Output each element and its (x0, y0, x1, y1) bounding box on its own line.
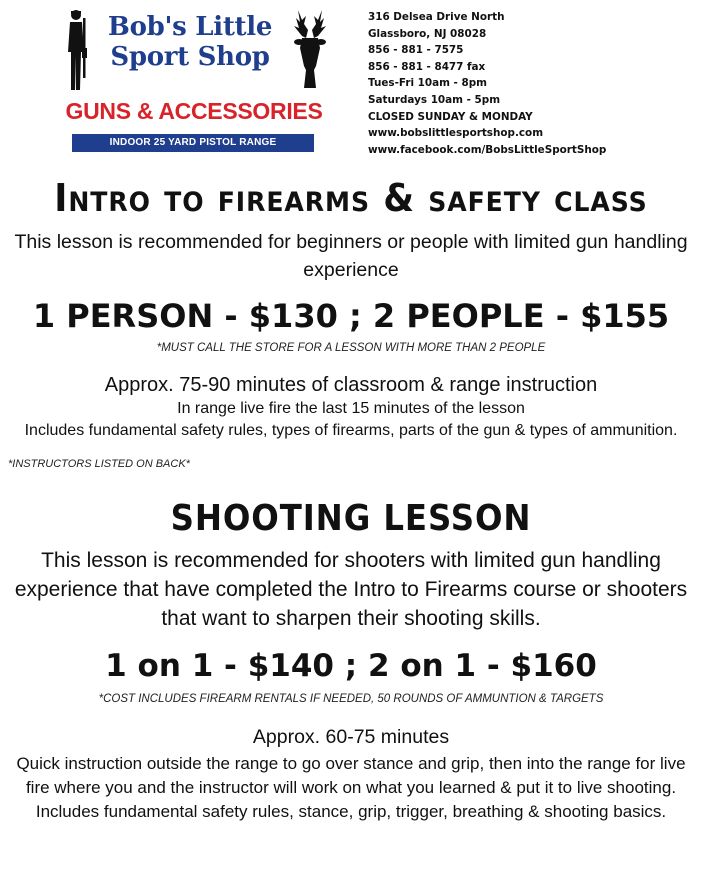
soldier-silhouette-icon (64, 8, 90, 94)
shooting-lesson-title: SHOOTING LESSON (170, 498, 532, 539)
fax-number: 856 - 881 - 8477 fax (368, 60, 486, 73)
intro-duration: Approx. 75-90 minutes of classroom & range instruction (104, 374, 598, 396)
shop-tagline: GUNS & ACCESSORIES (65, 98, 323, 124)
shooting-detail-includes: Includes fundamental safety rules, stance, grip, trigger, breathing & shooting basics. (35, 802, 667, 821)
shop-name (90, 12, 290, 72)
intro-detail-includes: Includes fundamental safety rules, types of firearms, parts of the gun & types of ammunition. (24, 422, 678, 439)
address-line2: Glassboro, NJ 08028 (368, 27, 487, 40)
shop-name-line2: Sport Shop (110, 42, 270, 72)
intro-description: This lesson is recommended for beginners or people with limited gun handling experience (14, 231, 688, 281)
shooting-duration: Approx. 60-75 minutes (252, 726, 450, 748)
shooting-details (0, 752, 702, 824)
intro-price-note: *MUST CALL THE STORE FOR A LESSON WITH MORE THAN 2 PEOPLE (156, 342, 546, 354)
shop-name-line1: Bob's Little (107, 12, 273, 42)
website-link[interactable]: www.bobslittlesportshop.com (368, 127, 544, 140)
deer-head-icon (290, 8, 330, 90)
phone-number: 856 - 881 - 7575 (368, 44, 464, 57)
shooting-price: 1 on 1 - $140 ; 2 on 1 - $160 (105, 648, 597, 684)
closed-days: CLOSED SUNDAY & MONDAY (368, 110, 533, 123)
intro-class-title: Intro to firearms & safety class (54, 176, 648, 220)
hours-weekday: Tues-Fri 10am - 8pm (368, 77, 487, 90)
instructors-note: *INSTRUCTORS LISTED ON BACK* (8, 458, 190, 470)
intro-price: 1 PERSON - $130 ; 2 PEOPLE - $155 (32, 297, 670, 335)
facebook-link[interactable]: www.facebook.com/BobsLittleSportShop (368, 143, 607, 156)
address-line1: 316 Delsea Drive North (368, 11, 505, 23)
intro-detail-live-fire: In range live fire the last 15 minutes of the lesson (177, 400, 525, 417)
range-banner: INDOOR 25 YARD PISTOL RANGE (72, 134, 314, 152)
contact-info (368, 9, 606, 158)
shooting-detail-instruction: Quick instruction outside the range to go over stance and grip, then into the range for live fire where you and the instructor will work on what you learned & put it to live shooting. (16, 754, 686, 797)
intro-details (0, 398, 702, 442)
shop-logo (58, 6, 330, 156)
hours-saturday: Saturdays 10am - 5pm (368, 93, 501, 106)
shooting-description: This lesson is recommended for shooters with limited gun handling experience that have completed the Intro to Firearms course or shooters that want to sharpen their shooting skills. (14, 549, 688, 630)
shooting-price-note: *COST INCLUDES FIREARM RENTALS IF NEEDED, 50 ROUNDS OF AMMUNTION & TARGETS (98, 693, 604, 705)
